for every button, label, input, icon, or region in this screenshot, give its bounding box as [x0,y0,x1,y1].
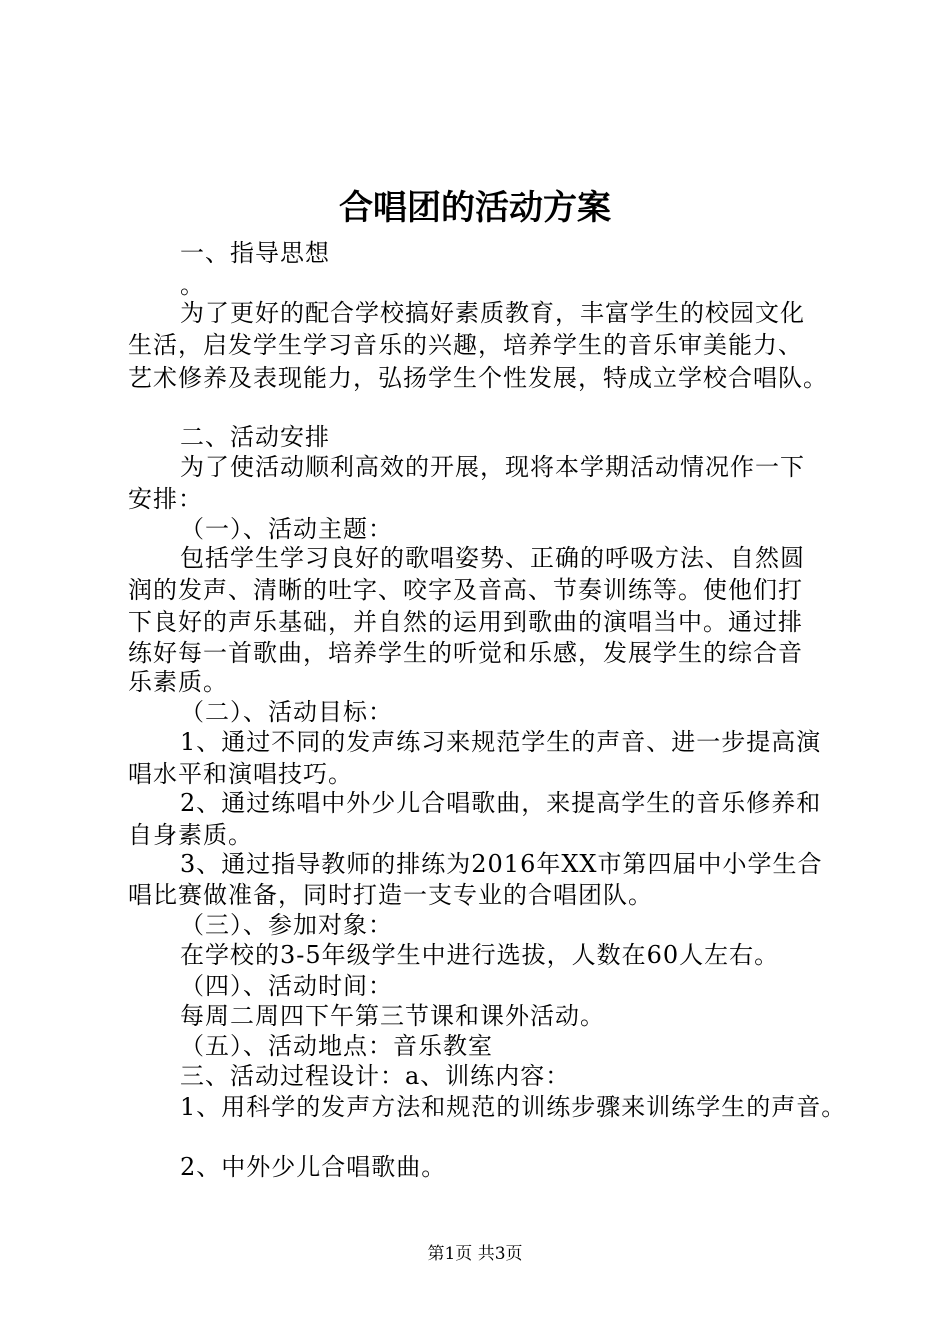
body-line: 下良好的声乐基础，并自然的运用到歌曲的演唱当中。通过排 [128,608,803,636]
body-line: 2、中外少儿合唱歌曲。 [180,1153,447,1181]
section-heading: 二、活动安排 [180,423,330,451]
page-footer: 第1页 共3页 [427,1244,523,1264]
subsection-heading: （三）、参加对象： [180,911,393,939]
body-line: 练好每一首歌曲，培养学生的听觉和乐感，发展学生的综合音 [128,639,803,667]
body-line: 唱水平和演唱技巧。 [128,760,353,788]
body-line: 2、通过练唱中外少儿合唱歌曲，来提高学生的音乐修养和 [180,789,822,817]
body-line: 润的发声、清晰的吐字、咬字及音高、节奏训练等。使他们打 [128,576,803,604]
section-heading: 一、指导思想 [180,239,330,267]
body-line: 1、通过不同的发声练习来规范学生的声音、进一步提高演 [180,728,822,756]
subsection-heading: （四）、活动时间： [180,972,393,1000]
body-line: 每周二周四下午第三节课和课外活动。 [180,1002,605,1030]
body-line: 在学校的3-5年级学生中进行选拔，人数在60人左右。 [180,941,780,969]
body-line: 安排： [128,485,203,513]
subsection-heading: （一）、活动主题： [180,515,393,543]
body-line: 1、用科学的发声方法和规范的训练步骤来训练学生的声音。 [180,1093,847,1121]
body-line: 唱比赛做准备，同时打造一支专业的合唱团队。 [128,881,653,909]
body-line: 为了使活动顺利高效的开展，现将本学期活动情况作一下 [180,453,805,481]
body-line: 包括学生学习良好的歌唱姿势、正确的呼吸方法、自然圆 [180,544,805,572]
page-title: 合唱团的活动方案 [339,188,611,228]
section-heading: 三、活动过程设计：a、训练内容： [180,1062,571,1090]
body-line: 。 [180,271,205,299]
subsection-heading: （五）、活动地点：音乐教室 [180,1032,493,1060]
body-line: 生活，启发学生学习音乐的兴趣，培养学生的音乐审美能力、 [128,331,803,359]
body-line: 乐素质。 [128,668,228,696]
subsection-heading: （二）、活动目标： [180,698,393,726]
body-line: 为了更好的配合学校搞好素质教育，丰富学生的校园文化 [180,299,805,327]
body-line: 自身素质。 [128,821,253,849]
body-line: 艺术修养及表现能力，弘扬学生个性发展，特成立学校合唱队。 [128,364,828,392]
body-line: 3、通过指导教师的排练为2016年XX市第四届中小学生合 [180,850,823,878]
